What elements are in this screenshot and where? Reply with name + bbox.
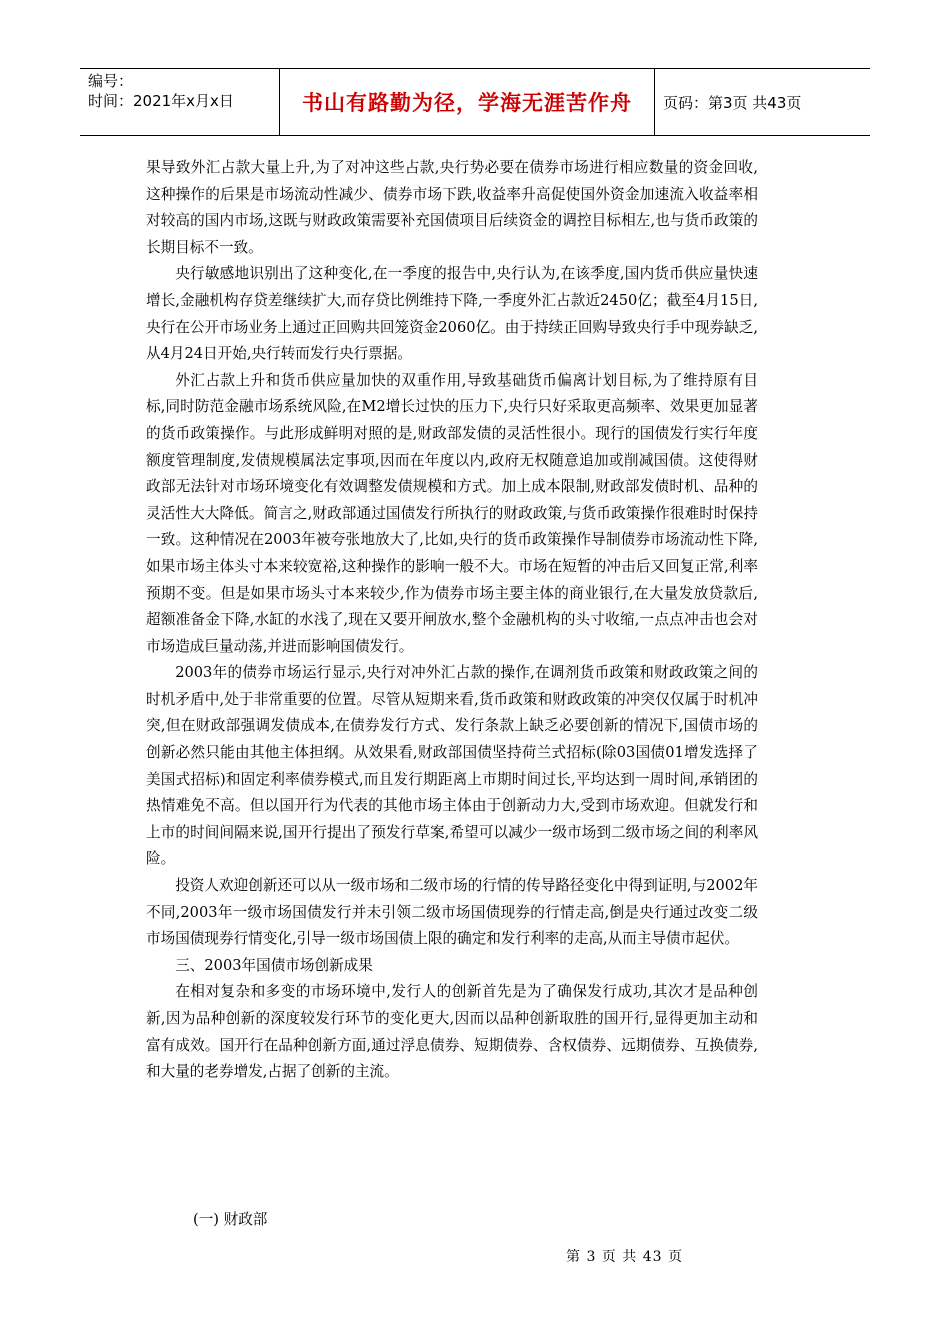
header-motto-cell <box>280 69 655 135</box>
date-label: 时间：2021年x月x日 <box>88 92 234 110</box>
page-header <box>80 68 870 136</box>
paragraph-1: 果导致外汇占款大量上升,为了对冲这些占款,央行势必要在债券市场进行相应数量的资金回收,这种操作的后果是市场流动性减少、债券市场下跌,收益率升高促使国外资金加速流入收益率相对较高的国内市场,这既与财政政策需要补充国债项目后续资金的调控目标相左,也与货币政策的长期目标不一致。 <box>146 159 758 256</box>
paragraph-2: 央行敏感地识别出了这种变化,在一季度的报告中,央行认为,在该季度,国内货币供应量快速增长,金融机构存贷差继续扩大,而存贷比例维持下降,一季度外汇占款近2450亿；截至4月15日,央行在公开市场业务上通过正回购共回笼资金2060亿。由于持续正回购导致央行手中现券缺乏,从4月24日开始,央行转而发行央行票据。 <box>146 265 758 363</box>
section-heading: 三、2003年国债市场创新成果 <box>175 956 373 974</box>
paragraph-6: 在相对复杂和多变的市场环境中,发行人的创新首先是为了确保发行成功,其次才是品种创新,因为品种创新的深度较发行环节的变化更大,因而以品种创新取胜的国开行,显得更加主动和富有成效。国开行在品种创新方面,通过浮息债券、短期债券、含权债券、远期债券、互换债券,和大量的老券增发,占据了创新的主流。 <box>146 983 758 1081</box>
header-page-code: 页码：第3页 共43页 <box>663 93 802 112</box>
document-body <box>146 155 758 1086</box>
header-motto: 书山有路勤为径，学海无涯苦作舟 <box>302 91 632 115</box>
header-meta <box>80 69 280 135</box>
paragraph-4: 2003年的债券市场运行显示,央行对冲外汇占款的操作,在调剂货币政策和财政政策之间的时机矛盾中,处于非常重要的位置。尽管从短期来看,货币政策和财政政策的冲突仅仅属于时机冲突,但在财政部强调发债成本,在债券发行方式、发行条款上缺乏必要创新的情况下,国债市场的创新必然只能由其他主体担纲。从效果看,财政部国债坚持荷兰式招标(除03国债01增发选择了美国式招标)和固定利率债券模式,而且发行期距离上市期时间过长,平均达到一周时间,承销团的热情难免不高。但以国开行为代表的其他市场主体由于创新动力大,受到市场欢迎。但就发行和上市的时间间隔来说,国开行提出了预发行草案,希望可以减少一级市场到二级市场之间的利率风险。 <box>146 664 758 868</box>
paragraph-3: 外汇占款上升和货币供应量加快的双重作用,导致基础货币偏离计划目标,为了维持原有目标,同时防范金融市场系统风险,在M2增长过快的压力下,央行只好采取更高频率、效果更加显著的货币政策操作。与此形成鲜明对照的是,财政部发债的灵活性很小。现行的国债发行实行年度额度管理制度,发债规模属法定事项,因而在年度以内,政府无权随意追加或削减国债。这使得财政部无法针对市场环境变化有效调整发债规模和方式。加上成本限制,财政部发债时机、品种的灵活性大大降低。简言之,财政部通过国债发行所执行的财政政策,与货币政策操作很难时时保持一致。这种情况在2003年被夸张地放大了,比如,央行的货币政策操作导制债券市场流动性下降,如果市场主体头寸本来较宽裕,这种操作的影响一般不大。市场在短暂的冲击后又回复正常,利率预期不变。但是如果市场头寸本来较少,作为债券市场主要主体的商业银行,在大量发放贷款后,超额准备金下降,水缸的水浅了,现在又要开闸放水,整个金融机构的头寸收缩,一点点冲击也会对市场造成巨量动荡,并进而影响国债发行。 <box>146 371 758 655</box>
page-footer: 第 3 页 共 43 页 <box>566 1249 683 1265</box>
serial-label: 编号： <box>88 72 134 90</box>
subsection-heading: (一) 财政部 <box>193 1211 268 1228</box>
paragraph-5: 投资人欢迎创新还可以从一级市场和二级市场的行情的传导路径变化中得到证明,与2002年不同,2003年一级市场国债发行并未引领二级市场国债现券的行情走高,倒是央行通过改变二级市场国债现券行情变化,引导一级市场国债上限的确定和发行利率的走高,从而主导债市起伏。 <box>146 877 758 948</box>
